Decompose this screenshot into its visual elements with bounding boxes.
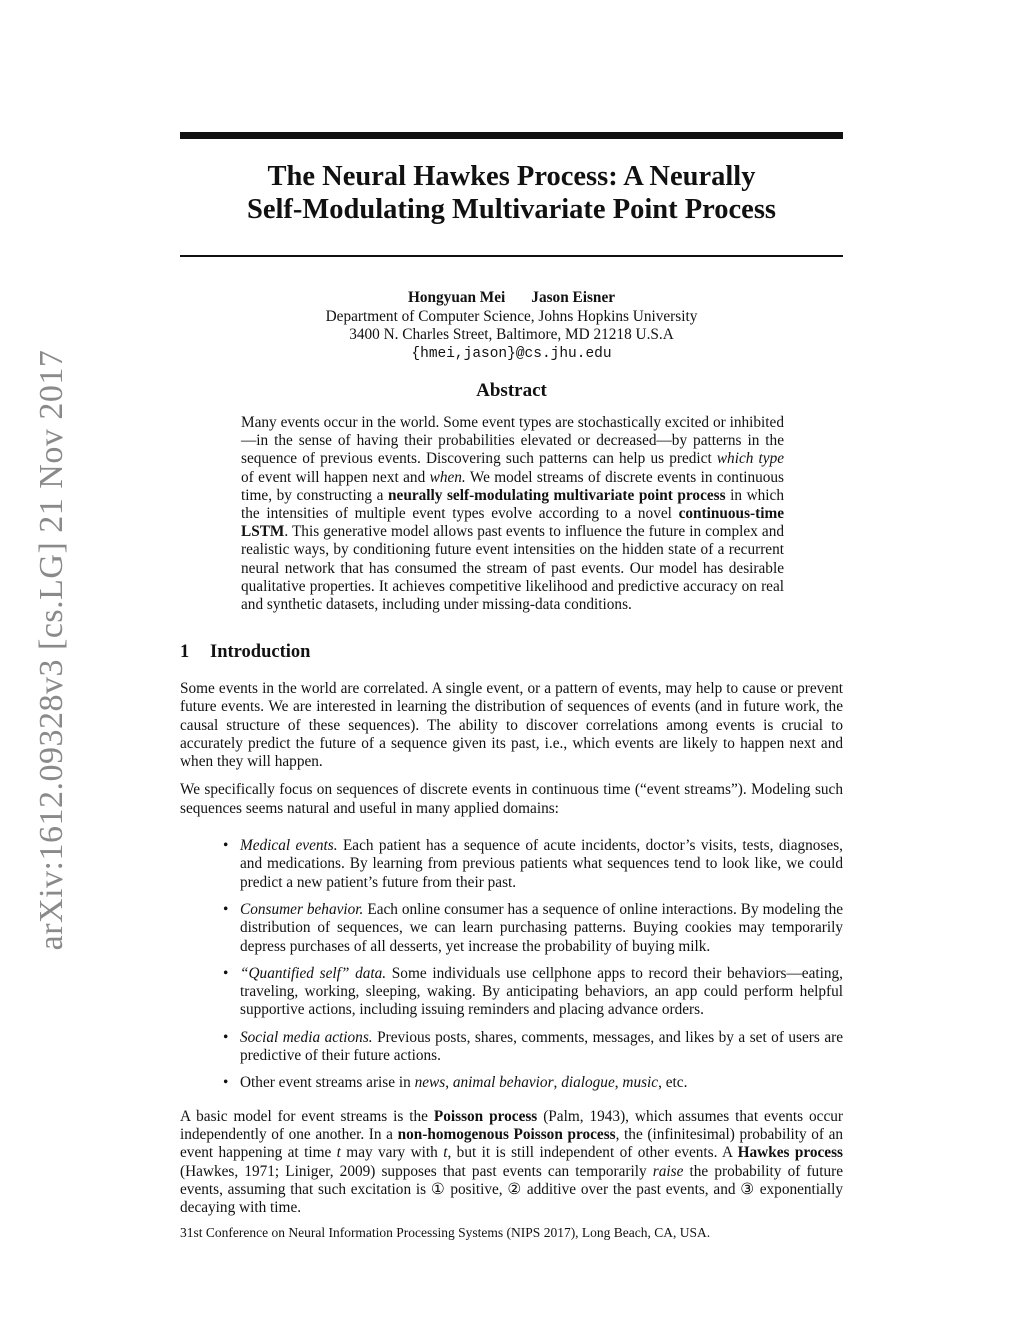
intro-paragraph-2: We specifically focus on sequences of discrete events in continuous time (“event streams”). Modeling such sequences seems natural and useful in many applied domains: [180, 781, 843, 817]
conference-footnote: 31st Conference on Neural Information Processing Systems (NIPS 2017), Long Beach, CA, USA. [180, 1225, 711, 1240]
section-heading-introduction [180, 642, 310, 663]
title-top-rule [180, 132, 843, 139]
bold-term: Poisson process [433, 1107, 538, 1125]
bullet-emphasis: news [414, 1074, 446, 1092]
bold-term: non-homogenous Poisson process [397, 1125, 616, 1143]
abstract-fragment: Many events occur in the world. Some event types are stochastically excited or inhibited—in the sense of having their probabilities elevated or decreased—by patterns in the sequence of previous events. Discovering such patterns can help us predict [241, 414, 784, 468]
paragraph-fragment: (Palm, 1943), which assumes that events occur independently of one another. In a [180, 1107, 843, 1143]
bullet-text: Each online consumer has a sequence of online interactions. By modeling the distribution of sequences, we can learn purchasing patterns. Buying cookies may temporarily depress purchases of all desserts, yet increase the probability of buying milk. [240, 900, 844, 955]
abstract-fragment: in which the intensities of multiple event types evolve according to a novel [241, 486, 784, 523]
bold-term: Hawkes process [737, 1144, 844, 1162]
bullet-emphasis: music [622, 1074, 659, 1092]
paragraph-fragment: may vary with [340, 1144, 444, 1162]
paragraph-fragment: (Hawkes, 1971; Liniger, 2009) supposes that past events can temporarily [180, 1162, 653, 1180]
title-line-2: Self-Modulating Multivariate Point Process [246, 194, 777, 225]
bullet-text: Some individuals use cellphone apps to record their behaviors—eating, traveling, working, sleeping, waking. By anticipating behaviors, an app could perform helpful supportive actions, including issuing reminders and placing advance orders. [240, 964, 843, 1019]
bullet-text: , [445, 1074, 453, 1092]
author-block [180, 289, 843, 363]
intro-paragraph-1: Some events in the world are correlated. A single event, or a pattern of events, may help to cause or prevent future events. We are interested in learning the distribution of sequences of events (and in future work, the causal structure of these sequences). The ability to discover correlations among events is crucial to accurately predict the future of a sequence given its past, i.e., which events are likely to happen next and when they will happen. [180, 680, 843, 771]
bullet-text: Other event streams arise in [240, 1074, 415, 1092]
abstract-fragment: We model streams of discrete events in continuous time, by constructing a [241, 468, 784, 504]
bullet-medical-events [223, 837, 843, 892]
bullet-label: Consumer behavior. [240, 900, 364, 918]
paragraph-fragment: , but it is still independent of other events. A [447, 1144, 738, 1162]
author-name: Hongyuan Mei [407, 289, 506, 306]
bullet-text: , etc. [658, 1074, 688, 1092]
bullet-text: Each patient has a sequence of acute incidents, doctor’s visits, tests, diagnoses, and medications. By learning from previous patients what sequences tend to look like, we could predict a new patient’s future from their past. [240, 837, 843, 891]
bullet-label: Social media actions. [240, 1028, 373, 1046]
math-variable: t [443, 1144, 448, 1162]
bullet-dot-icon: • [223, 900, 229, 918]
paragraph-fragment: A basic model for event streams is the [180, 1107, 434, 1125]
abstract-bold-term: neurally self-modulating multivariate point process [388, 486, 726, 504]
bullet-label: “Quantified self” data. [240, 964, 387, 982]
bullet-text: , [553, 1074, 562, 1092]
emphasis: raise [652, 1162, 684, 1180]
bullet-dot-icon: • [223, 1028, 229, 1046]
abstract-bold-term: continuous-time LSTM [241, 505, 784, 541]
bullet-dot-icon: • [223, 964, 229, 982]
author-email: {hmei,jason}@cs.jhu.edu [411, 345, 612, 362]
bullet-emphasis: dialogue [561, 1074, 615, 1092]
bullet-dot-icon: • [223, 1074, 229, 1092]
domain-bullet-list [180, 837, 843, 1093]
bullet-text: Previous posts, shares, comments, messages, and likes by a set of users are predictive of their future actions. [240, 1028, 843, 1065]
paper-title [180, 160, 843, 226]
paragraph-fragment: the probability of future events, assuming that such excitation is ① positive, ② additive over the past events, and ③ exponentially decaying with time. [180, 1162, 843, 1217]
bullet-label: Medical events. [240, 837, 338, 855]
bullet-consumer-behavior [223, 900, 844, 956]
introduction-body [180, 680, 843, 1227]
title-line-1: The Neural Hawkes Process: A Neurally [267, 161, 756, 192]
paragraph-fragment: , the (infinitesimal) probability of an event happening at time [180, 1125, 844, 1162]
abstract-fragment: of event will happen next and [241, 468, 430, 486]
author-department: Department of Computer Science, Johns Hopkins University [325, 307, 698, 325]
title-bottom-rule [180, 255, 843, 257]
bullet-social-media [223, 1028, 843, 1066]
abstract-fragment: . This generative model allows past events to influence the future in complex and realistic ways, by conditioning future event intensities on the hidden state of a recurrent neural network that has consumed the stream of past events. Our model has desirable qualitative properties. It achieves competitive likelihood and predictive accuracy on real and synthetic datasets, including under missing-data conditions. [241, 523, 784, 614]
abstract-emphasis: when. [429, 468, 466, 486]
author-names [180, 289, 843, 308]
abstract-emphasis: which type [716, 450, 785, 468]
section-number: 1 [180, 642, 190, 662]
author-name: Jason Eisner [531, 289, 616, 306]
bullet-other-streams [223, 1074, 843, 1092]
bullet-text: , [614, 1074, 623, 1092]
bullet-dot-icon: • [223, 837, 229, 855]
author-address: 3400 N. Charles Street, Baltimore, MD 21218 U.S.A [349, 326, 674, 343]
abstract-heading: Abstract [476, 380, 547, 401]
abstract-text [241, 414, 784, 614]
intro-paragraph-3 [180, 1108, 843, 1218]
math-variable: t [336, 1144, 341, 1162]
bullet-emphasis: animal behavior [452, 1074, 554, 1092]
section-title: Introduction [210, 642, 311, 662]
bullet-quantified-self [223, 964, 843, 1020]
arxiv-identifier-stamp: arXiv:1612.09328v3 [cs.LG] 21 Nov 2017 [33, 349, 70, 951]
